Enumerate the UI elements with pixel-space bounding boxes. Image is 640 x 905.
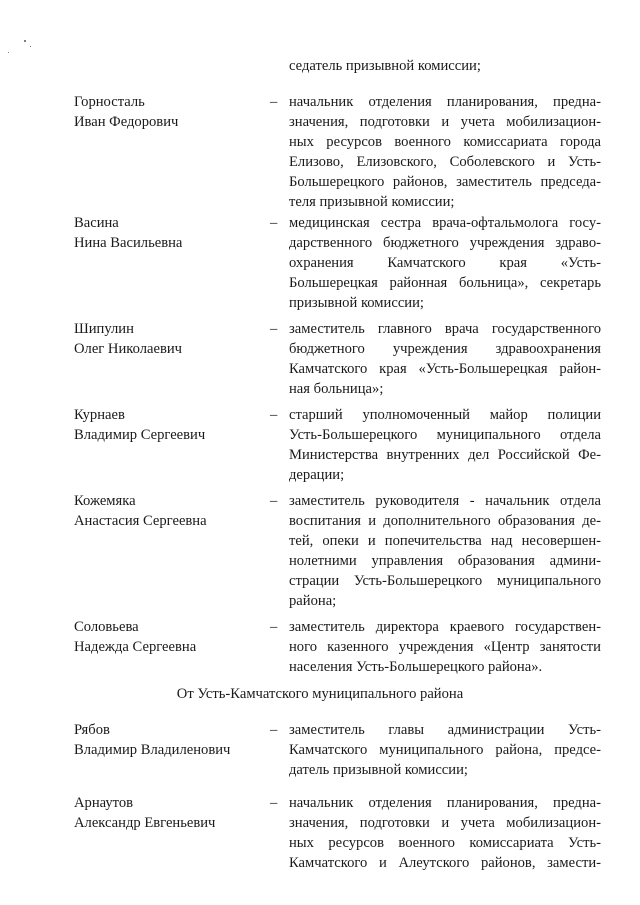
scan-speck (24, 40, 26, 42)
position-line: ных ресурсов военного комиссариата Усть- (289, 835, 601, 851)
position-line: Усть-Большерецкого муниципального отдела (289, 427, 601, 443)
position-line: Камчатского края «Усть-Большерецкая район- (289, 361, 601, 377)
section-heading: От Усть-Камчатского муниципального района (176, 686, 464, 702)
position-line: начальник отделения планирования, предна- (289, 94, 601, 110)
member-surname: Васина (74, 215, 119, 231)
member-name-patronymic: Надежда Сергеевна (74, 639, 197, 655)
position-line: тей, опеки и попечительства над несовершен- (289, 533, 601, 549)
position-line: ная больница»; (289, 381, 384, 397)
scan-speck (8, 52, 9, 53)
member-position (289, 405, 601, 485)
position-line: Камчатского и Алеутского районов, замести- (289, 855, 601, 871)
dash-separator: – (270, 493, 278, 509)
member-surname: Соловьева (74, 619, 139, 635)
member-name (74, 491, 254, 531)
member-name (74, 793, 254, 833)
member-name (74, 617, 254, 657)
position-line: нолетними управления образования админи- (289, 553, 601, 569)
member-surname: Горносталь (74, 94, 145, 110)
member-name-patronymic: Иван Федорович (74, 114, 179, 130)
position-line: Большерецкая районная больница», секретарь (289, 275, 601, 291)
dash-separator: – (270, 215, 278, 231)
dash-separator: – (270, 795, 278, 811)
member-position (289, 491, 601, 611)
dash-separator: – (270, 94, 278, 110)
position-line: заместитель главного врача государственного (289, 321, 601, 337)
member-name (74, 319, 254, 359)
position-line: Елизово, Елизовского, Соболевского и Усть- (289, 154, 601, 170)
position-line: Большерецкого районов, заместитель председа- (289, 174, 601, 190)
member-name (74, 92, 254, 132)
member-name (74, 213, 254, 253)
position-line: Министерства внутренних дел Российской Фе- (289, 447, 601, 463)
member-position (289, 720, 601, 780)
position-line: страции Усть-Большерецкого муниципального (289, 573, 601, 589)
member-surname: Рябов (74, 722, 110, 738)
dash-separator: – (270, 722, 278, 738)
position-line: значения, подготовки и учета мобилизацион- (289, 114, 601, 130)
position-line: заместитель главы администрации Усть- (289, 722, 601, 738)
position-line: медицинская сестра врача-офтальмолога госу- (289, 215, 601, 231)
dash-separator: – (270, 619, 278, 635)
member-position (289, 319, 601, 399)
member-surname: Шипулин (74, 321, 134, 337)
position-line: призывной комиссии; (289, 295, 424, 311)
dash-separator: – (270, 321, 278, 337)
member-position (289, 213, 601, 313)
position-line: охранения Камчатского края «Усть- (289, 255, 601, 271)
position-line: дарственного бюджетного учреждения здраво- (289, 235, 601, 251)
position-line: района; (289, 593, 337, 609)
member-position (289, 793, 601, 873)
position-line: начальник отделения планирования, предна- (289, 795, 601, 811)
member-name (74, 720, 254, 760)
position-line: старший уполномоченный майор полиции (289, 407, 601, 423)
scan-speck (30, 46, 31, 47)
position-line: ного казенного учреждения «Центр занятости (289, 639, 601, 655)
continued-text-line: седатель призывной комиссии; (289, 58, 481, 74)
position-line: бюджетного учреждения здравоохранения (289, 341, 601, 357)
member-name-patronymic: Александр Евгеньевич (74, 815, 216, 831)
member-surname: Кожемяка (74, 493, 136, 509)
member-position (289, 617, 601, 677)
position-line: датель призывной комиссии; (289, 762, 468, 778)
position-line: значения, подготовки и учета мобилизацион- (289, 815, 601, 831)
member-name-patronymic: Владимир Сергеевич (74, 427, 206, 443)
position-line: заместитель руководителя - начальник отдела (289, 493, 601, 509)
member-surname: Курнаев (74, 407, 125, 423)
position-line: Камчатского муниципального района, предсе- (289, 742, 601, 758)
position-line: заместитель директора краевого государствен- (289, 619, 601, 635)
member-surname: Арнаутов (74, 795, 134, 811)
member-name-patronymic: Нина Васильевна (74, 235, 183, 251)
member-name-patronymic: Владимир Владиленович (74, 742, 231, 758)
member-name (74, 405, 254, 445)
member-name-patronymic: Олег Николаевич (74, 341, 183, 357)
position-line: воспитания и дополнительного образования де- (289, 513, 601, 529)
position-line: населения Усть-Большерецкого района». (289, 659, 543, 675)
position-line: ных ресурсов военного комиссариата города (289, 134, 601, 150)
member-position (289, 92, 601, 212)
member-name-patronymic: Анастасия Сергеевна (74, 513, 207, 529)
dash-separator: – (270, 407, 278, 423)
position-line: теля призывной комиссии; (289, 194, 455, 210)
position-line: дерации; (289, 467, 345, 483)
